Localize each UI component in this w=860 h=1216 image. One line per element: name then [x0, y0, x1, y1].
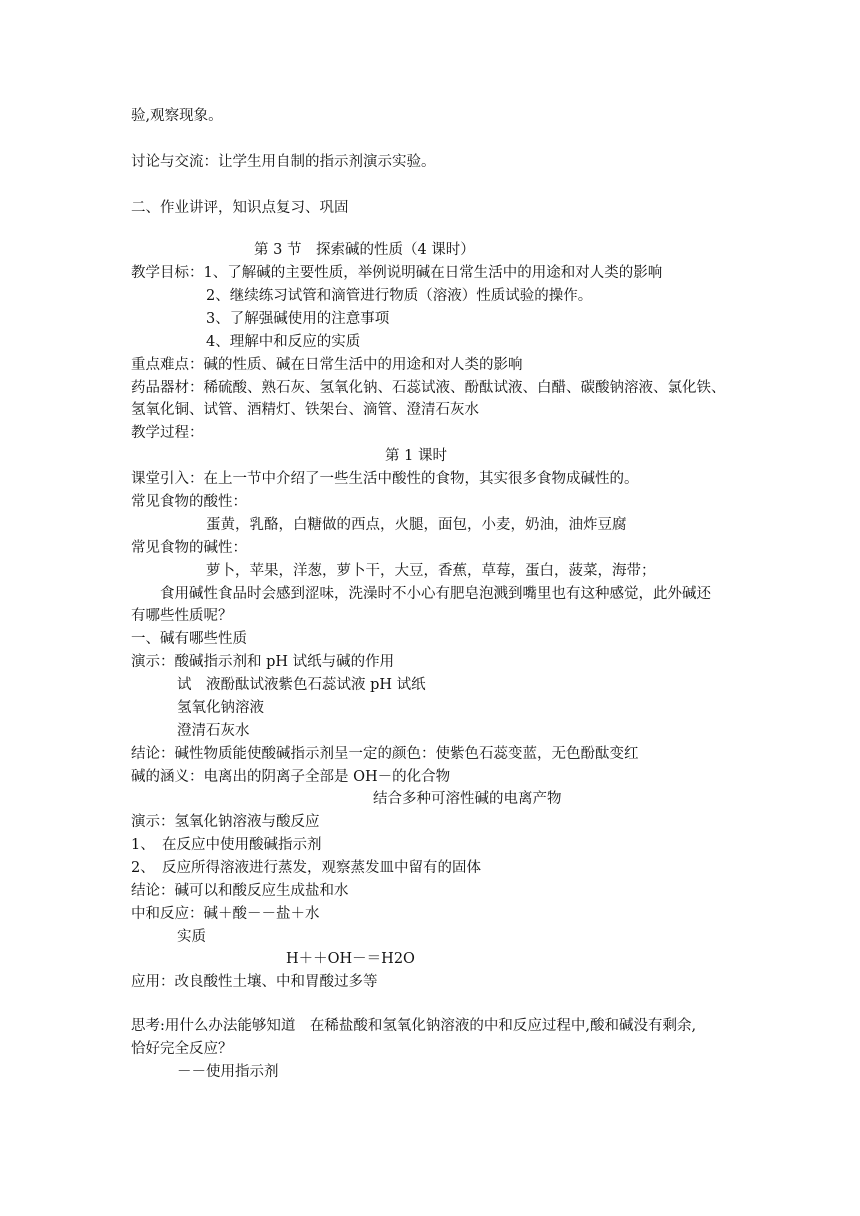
text-line: 演示：酸碱指示剂和 pH 试纸与碱的作用 [131, 654, 395, 670]
text-line: 恰好完全反应？ [131, 1041, 233, 1057]
text-line: 应用：改良酸性土壤、中和胃酸过多等 [131, 974, 378, 990]
text-line: 教学目标：1、了解碱的主要性质，举例说明碱在日常生活中的用途和对人类的影响 [131, 265, 663, 281]
text-line: 氢氧化钠溶液 [177, 700, 264, 716]
text-line: 验,观察现象。 [131, 108, 223, 124]
text-line: 蛋黄，乳酪，白糖做的西点，火腿，面包，小麦，奶油，油炸豆腐 [206, 517, 627, 533]
text-line: 结论：碱性物质能使酸碱指示剂呈一定的颜色：使紫色石蕊变蓝，无色酚酞变红 [131, 746, 639, 762]
text-line: 教学过程： [131, 425, 204, 441]
text-line: 结合多种可溶性碱的电离产物 [373, 791, 562, 807]
text-line: 常见食物的碱性： [131, 540, 247, 556]
text-line: 结论：碱可以和酸反应生成盐和水 [131, 883, 349, 899]
text-line: 1、 在反应中使用酸碱指示剂 [131, 837, 322, 853]
text-line: 萝卜，苹果，洋葱，萝卜干，大豆，香蕉，草莓，蛋白，菠菜，海带； [206, 563, 656, 579]
text-line: 有哪些性质呢？ [131, 608, 233, 624]
text-line: 演示：氢氧化钠溶液与酸反应 [131, 814, 320, 830]
text-line: 2、继续练习试管和滴管进行物质（溶液）性质试验的操作。 [206, 288, 593, 304]
text-line: 重点难点：碱的性质、碱在日常生活中的用途和对人类的影响 [131, 357, 523, 373]
equation: H＋＋OH－＝H2O [286, 951, 415, 967]
text-line: 试 液酚酞试液紫色石蕊试液 pH 试纸 [177, 677, 426, 693]
text-line: 课堂引入：在上一节中介绍了一些生活中酸性的食物，其实很多食物成碱性的。 [131, 471, 639, 487]
text-line: 药品器材：稀硫酸、熟石灰、氢氧化钠、石蕊试液、酚酞试液、白醋、碳酸钠溶液、氯化铁、 [131, 380, 726, 396]
text-line: 碱的涵义：电离出的阴离子全部是 OH－的化合物 [131, 769, 451, 785]
text-line: 4、理解中和反应的实质 [206, 334, 361, 350]
section-heading: 第 3 节 探索碱的性质（4 课时） [254, 242, 475, 258]
text-line: 澄清石灰水 [177, 723, 250, 739]
text-line: 氢氧化铜、试管、酒精灯、铁架台、滴管、澄清石灰水 [131, 402, 479, 418]
text-line: 食用碱性食品时会感到涩味，洗澡时不小心有肥皂泡溅到嘴里也有这种感觉，此外碱还 [160, 586, 711, 602]
text-line: 一、碱有哪些性质 [131, 631, 247, 647]
lesson-heading: 第 1 课时 [385, 448, 447, 464]
text-line: －－使用指示剂 [177, 1064, 279, 1080]
text-line: 3、了解强碱使用的注意事项 [206, 311, 390, 327]
text-line: 实质 [177, 929, 206, 945]
text-line: 讨论与交流：让学生用自制的指示剂演示实验。 [131, 154, 436, 170]
text-line: 思考:用什么办法能够知道 在稀盐酸和氢氧化钠溶液的中和反应过程中,酸和碱没有剩余, [131, 1018, 697, 1034]
text-line: 二、作业讲评，知识点复习、巩固 [131, 200, 349, 216]
text-line: 常见食物的酸性： [131, 494, 247, 510]
text-line: 2、 反应所得溶液进行蒸发，观察蒸发皿中留有的固体 [131, 860, 481, 876]
text-line: 中和反应：碱＋酸－－盐＋水 [131, 906, 320, 922]
